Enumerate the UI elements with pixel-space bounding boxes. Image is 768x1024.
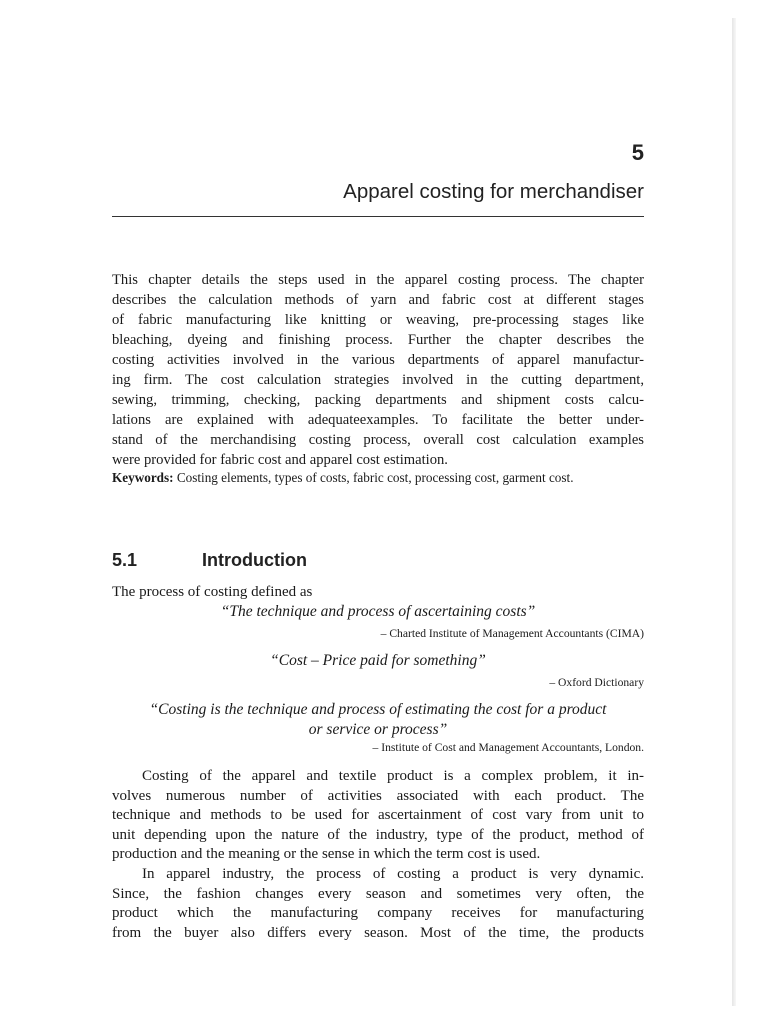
abstract-line: ing firm. The cost calculation strategies involved in the cutting department, [112,372,644,388]
body-text [112,767,644,943]
body-line: production and the meaning or the sense in which the term cost is used. [112,846,541,863]
section-title: Introduction [202,550,307,570]
abstract-line: This chapter details the steps used in the apparel costing process. The chapter [112,272,644,288]
section-heading [112,550,644,571]
abstract-line: sewing, trimming, checking, packing departments and shipment costs calcu- [112,392,644,408]
body-line: technique and methods to be used for ascertainment of cost vary from unit to [112,807,644,824]
definition-source: – Institute of Cost and Management Accountants, London. [372,741,644,754]
abstract-line: costing activities involved in the various departments of apparel manufactur- [112,352,644,368]
abstract-line: were provided for fabric cost and apparel cost estimation. [112,452,448,468]
body-line: from the buyer also differs every season. Most of the time, the products [112,924,644,941]
keywords [112,468,644,487]
abstract-line: of fabric manufacturing like knitting or weaving, pre-processing stages like [112,312,644,328]
definition-source: – Charted Institute of Management Accountants (CIMA) [380,627,644,640]
chapter-abstract [112,270,644,470]
abstract-line: bleaching, dyeing and finishing process. Further the chapter describes the [112,332,644,348]
abstract-line: lations are explained with adequateexamples. To facilitate the better under- [112,412,644,428]
definition-quote: “Cost – Price paid for something” [270,652,486,669]
keywords-label: Keywords: [112,470,174,485]
body-line: volves numerous number of activities associated with each product. The [112,787,644,804]
abstract-line: stand of the merchandising costing process, overall cost calculation examples [112,432,644,448]
costing-intro: The process of costing defined as [112,584,313,600]
title-rule [112,216,644,217]
abstract-line: describes the calculation methods of yarn and fabric cost at different stages [112,292,644,308]
body-line: product which the manufacturing company receives for manufacturing [112,905,644,922]
definition-quote: “Costing is the technique and process of estimating the cost for a product [149,701,607,718]
body-line: unit depending upon the nature of the industry, type of the product, method of [112,826,644,843]
definition-quote: “The technique and process of ascertaining costs” [220,603,536,620]
chapter-number: 5 [631,140,644,165]
definition-quote-continued: or service or process” [308,721,448,738]
chapter-title: Apparel costing for merchandiser [343,180,644,203]
body-line: Since, the fashion changes every season and sometimes very often, the [112,885,644,902]
body-line: In apparel industry, the process of costing a product is very dynamic. [142,865,644,882]
section-number: 5.1 [112,550,138,570]
page-edge-shadow [732,18,736,1006]
definition-source: – Oxford Dictionary [549,676,644,689]
keywords-text: Costing elements, types of costs, fabric cost, processing cost, garment cost. [173,470,574,485]
body-line: Costing of the apparel and textile product is a complex problem, it in- [142,768,644,784]
